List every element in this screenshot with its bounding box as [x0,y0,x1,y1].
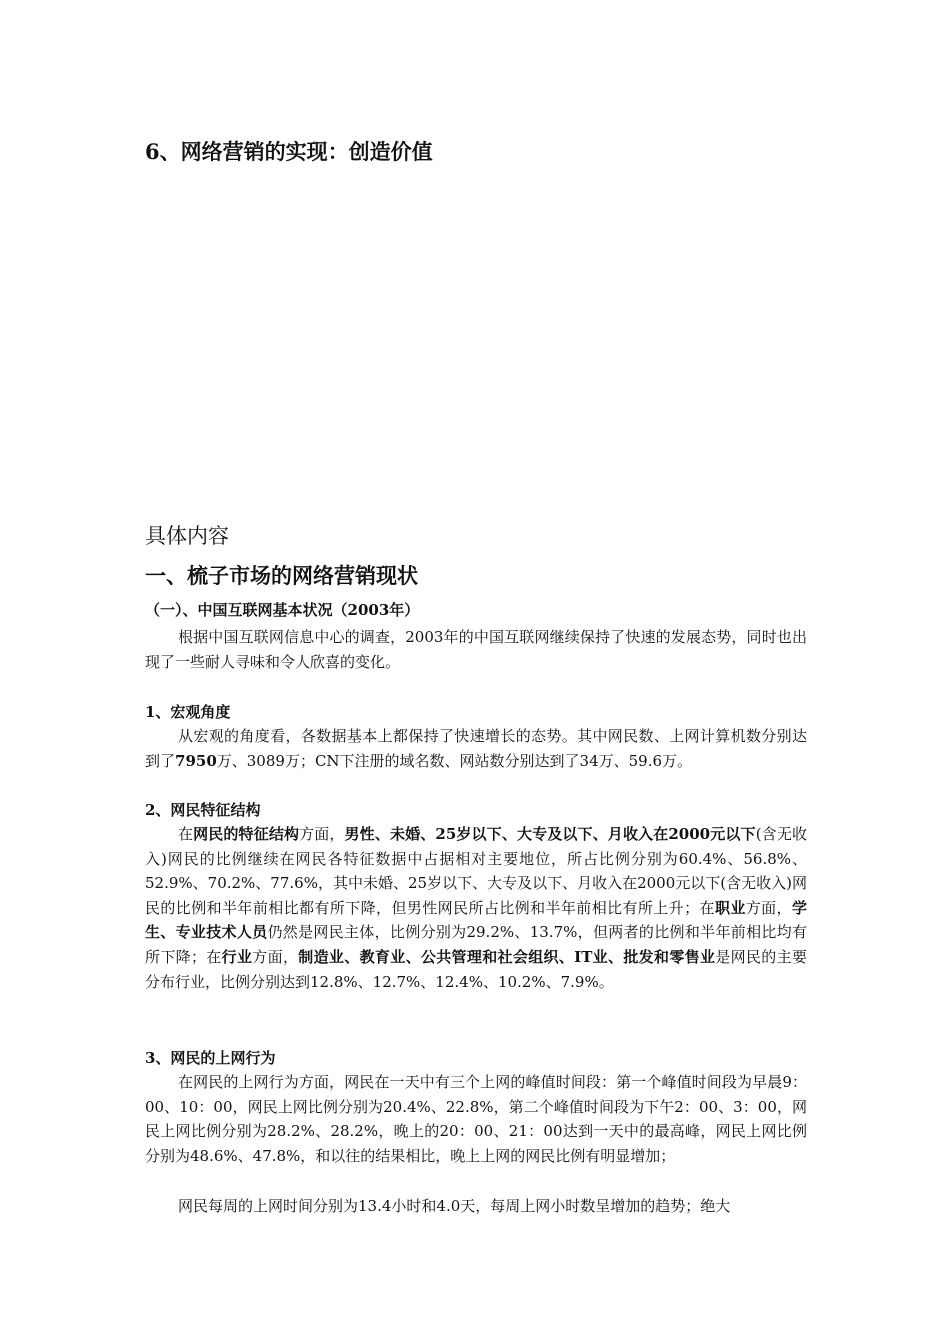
structure-bold-1: 网民的特征结构 [193,825,300,843]
heading-top: 6、网络营销的实现：创造价值 [145,139,433,164]
structure-text-1: 在 [178,825,194,843]
heading-behavior: 3、网民的上网行为 [145,1049,276,1067]
intro-paragraph: 根据中国互联网信息中心的调查，2003年的中国互联网继续保持了快速的发展态势，同时也出现了一些耐人寻味和令人欣喜的变化。 [145,628,807,671]
structure-bold-6: 制造业、教育业、公共管理和社会组织、IT业、批发和零售业 [298,947,716,966]
heading-section-1: 一、梳子市场的网络营销现状 [145,563,418,588]
structure-bold-5: 行业 [221,947,253,966]
macro-text-2: 万、3089万；CN下注册的域名数、网站数分别达到了34万、59.6万。 [216,751,693,770]
structure-bold-3: 职业 [714,898,746,917]
subheading-internet-status: （一）、中国互联网基本状况（2003年） [145,601,420,619]
heading-content: 具体内容 [145,524,229,548]
structure-text-5: 仍然是网民主体，比例分别为29.2%、13.7%，但两者的比例和半年前相比均有所下降；在 [145,923,807,966]
macro-text-1: 从宏观的角度看，各数据基本上都保持了快速增长的态势。其中网民数、上网计算机数分别达到了 [145,727,807,770]
heading-structure: 2、网民特征结构 [145,801,261,819]
structure-text-7: 是网民的主要分布行业，比例分别达到12.8%、12.7%、12.4%、10.2%、7.9%。 [145,947,807,991]
behavior-paragraph-1: 在网民的上网行为方面，网民在一天中有三个上网的峰值时间段：第一个峰值时间段为早晨9：00、10：00，网民上网比例分别为20.4%、22.8%，第二个峰值时间段为下午2：00、3：00，网民上网比例分别为28.2%、28.2%，晚上的20：00、21：00达到一天中的最高峰，网民上网比例分别为48.6%、47.8%，和以往的结果相比，晚上上网的网民比例有明显增加； [145,1073,807,1165]
heading-macro: 1、宏观角度 [145,703,231,721]
structure-text-3: (含无收入)网民的比例继续在网民各特征数据中占据相对主要地位，所占比例分别为60.4%、56.8%、52.9%、70.2%、77.6%，其中未婚、25岁以下、大专及以下、月收入在2000元以下(含无收入)网民的比例和半年前相比都有所下降，但男性网民所占比例和半年前相比有所上升；在 [145,825,807,917]
structure-text-6: 方面， [252,947,299,966]
structure-text-4: 方面， [745,898,792,917]
behavior-paragraph-2: 网民每周的上网时间分别为13.4小时和4.0天，每周上网小时数呈增加的趋势；绝大 [178,1197,731,1215]
macro-number-bold: 7950 [175,751,217,770]
macro-paragraph [145,724,807,773]
structure-paragraph [145,822,807,994]
structure-text-2: 方面， [299,825,345,843]
structure-bold-2: 男性、未婚、25岁以下、大专及以下、月收入在2000元以下 [344,825,756,843]
structure-bold-4: 学生、专业技术人员 [145,898,807,942]
